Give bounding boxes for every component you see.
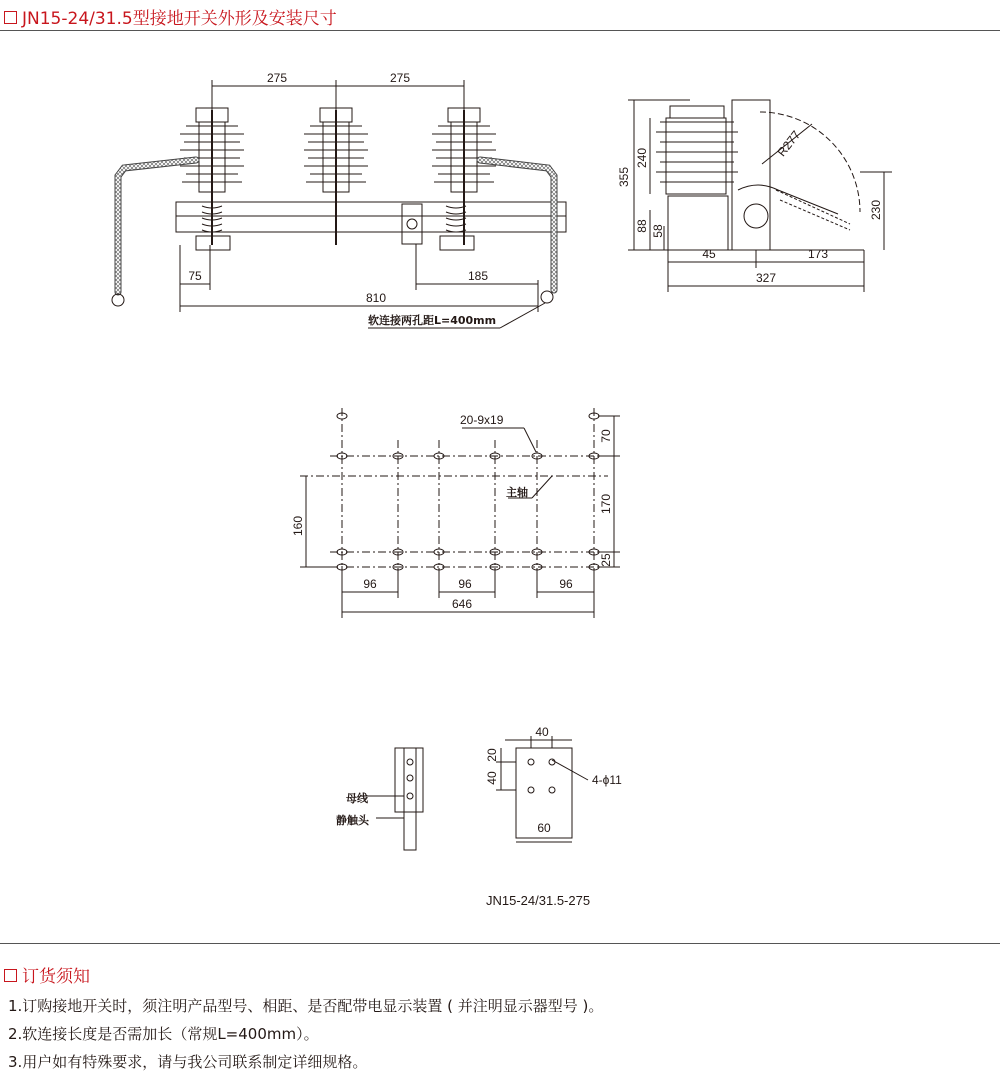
side-dim-radius: R277 <box>774 127 804 160</box>
front-dim-right: 185 <box>467 269 489 283</box>
plate-dim-left-large: 40 <box>485 771 499 785</box>
square-bullet-icon <box>4 969 17 982</box>
ordering-note-2: 2.软连接长度是否需加长（常规L=400mm）。 <box>8 1025 319 1043</box>
side-dim-insulator: 240 <box>635 147 649 169</box>
insulator-middle <box>304 108 368 245</box>
busbar-label: 母线 <box>346 792 368 805</box>
square-bullet-icon <box>4 11 17 24</box>
ordering-note-1: 1.订购接地开关时，须注明产品型号、相距、是否配带电显示装置 ( 并注明显示器型号 )。 <box>8 997 604 1015</box>
mount-dim-top: 70 <box>599 429 613 443</box>
side-dim-base: 88 <box>635 219 649 233</box>
spring-right <box>440 206 474 250</box>
mount-dim-total-width: 646 <box>451 597 473 611</box>
plate-dim-left-small: 20 <box>485 748 499 762</box>
front-dim-total: 810 <box>365 291 387 305</box>
side-dim-height-total: 355 <box>617 166 631 188</box>
plate-dim-bottom: 60 <box>537 821 551 835</box>
plate-dim-top: 40 <box>535 725 549 739</box>
side-dim-bottom-left: 45 <box>702 247 716 261</box>
front-dim-spacing-1: 275 <box>266 71 288 85</box>
side-view <box>628 100 892 292</box>
mount-dim-pitch-2: 96 <box>458 577 472 591</box>
header-divider <box>0 30 1000 31</box>
technical-drawing <box>0 40 1000 910</box>
model-caption: JN15-24/31.5-275 <box>486 893 591 908</box>
side-dim-base-inner: 58 <box>651 224 665 238</box>
main-shaft-label: 主轴 <box>506 486 528 499</box>
page-title: JN15-24/31.5型接地开关外形及安装尺寸 <box>22 9 337 29</box>
insulator-left <box>180 108 244 245</box>
mount-dim-pitch-3: 96 <box>559 577 573 591</box>
plate-hole-spec: 4-ϕ11 <box>592 773 622 787</box>
soft-link-note: 软连接两孔距L=400mm <box>368 314 497 327</box>
front-dim-left: 75 <box>188 269 202 283</box>
static-contact-label: 静触头 <box>336 814 369 827</box>
mount-dim-mid: 170 <box>599 493 613 515</box>
front-dim-spacing-2: 275 <box>389 71 411 85</box>
slot-holes <box>337 413 599 570</box>
mount-dim-bot: 25 <box>599 553 613 567</box>
ordering-notes <box>8 992 603 1076</box>
side-dim-bottom-right: 173 <box>807 247 829 261</box>
front-view <box>112 80 566 328</box>
mount-hole-spec: 20-9x19 <box>460 413 504 427</box>
section-header-dimensions <box>0 4 337 29</box>
mount-dim-pitch-1: 96 <box>363 577 377 591</box>
section-header-ordering <box>0 962 90 987</box>
side-dim-bottom-total: 327 <box>755 271 777 285</box>
ordering-note-3: 3.用户如有特殊要求，请与我公司联系制定详细规格。 <box>8 1053 368 1071</box>
ordering-divider <box>0 943 1000 944</box>
side-dim-right-height: 230 <box>869 199 883 221</box>
contact-detail <box>362 736 588 850</box>
mount-dim-left-height: 160 <box>291 515 305 537</box>
ordering-title: 订货须知 <box>22 967 90 987</box>
